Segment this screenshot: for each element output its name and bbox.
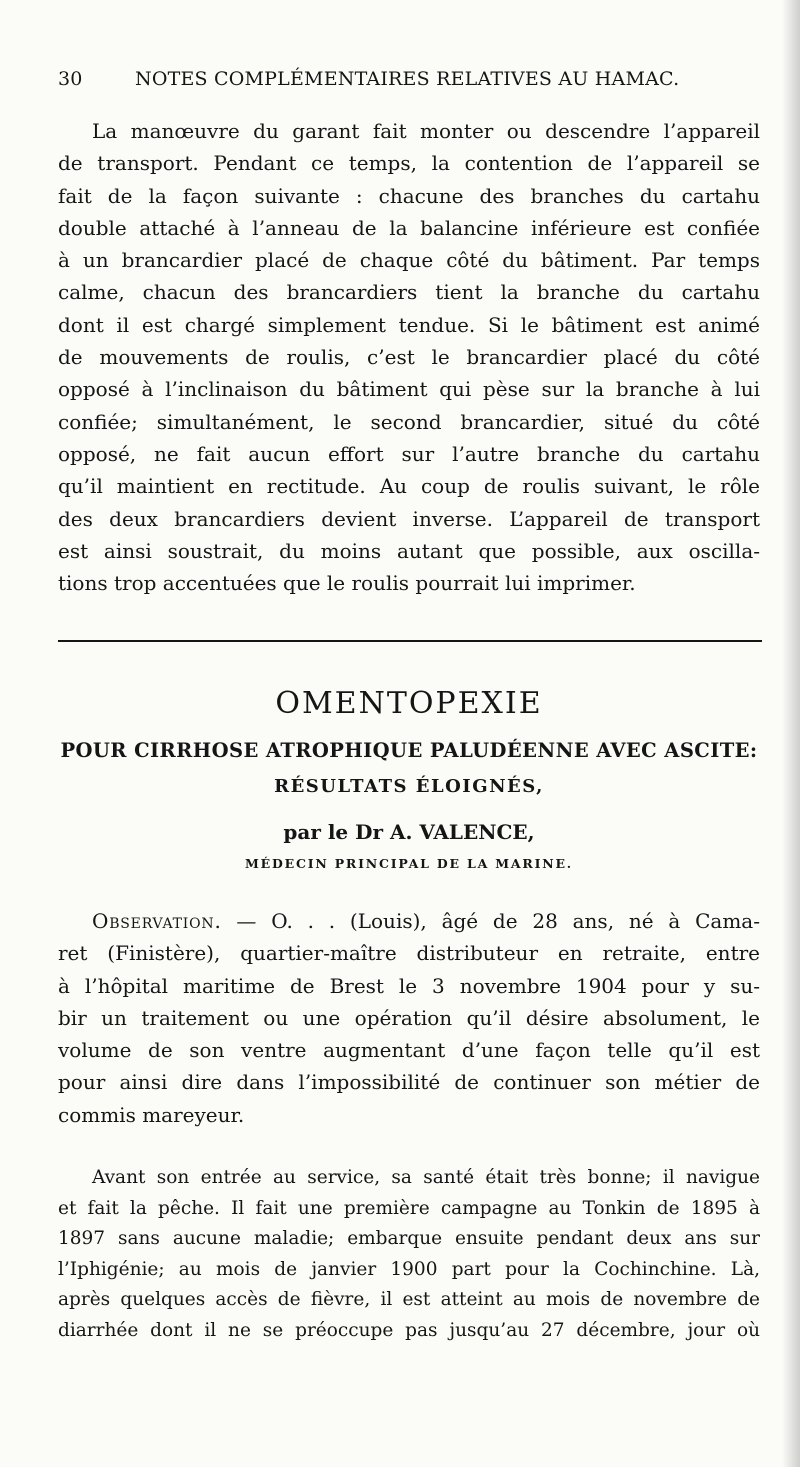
article-author: par le Dr A. VALENCE,: [283, 820, 535, 844]
text-line: 1897 sans aucune maladie; embarque ensuite pendant deux ans sur: [58, 1228, 760, 1250]
paragraph-antecedents: [58, 1163, 760, 1347]
text-line: est ainsi soustrait, du moins autant que possible, aux oscilla-: [58, 538, 760, 563]
section-divider-rule: [58, 640, 762, 642]
text-line: opposé à l’inclinaison du bâtiment qui pèse sur la branche à lui: [58, 377, 760, 402]
text-line: des deux brancardiers devient inverse. L’appareil de transport: [58, 506, 760, 531]
running-head: [58, 68, 758, 102]
text-line: confiée; simultanément, le second brancardier, situé du côté: [58, 409, 760, 434]
text-line: dont il est chargé simplement tendue. Si le bâtiment est animé: [58, 312, 760, 337]
page-number: 30: [58, 68, 83, 90]
article-subtitle-results: RÉSULTATS ÉLOIGNÉS,: [274, 776, 544, 797]
text-line: après quelques accès de fièvre, il est atteint au mois de novembre de: [58, 1289, 760, 1311]
text-line: bir un traitement ou une opération qu’il désire absolument, le: [58, 1005, 760, 1030]
text-line: diarrhée dont il ne se préoccupe pas jusqu’au 27 décembre, jour où: [58, 1319, 760, 1341]
text-line: fait de la façon suivante : chacune des branches du cartahu: [58, 183, 760, 208]
text-line: qu’il maintient en rectitude. Au coup de roulis suivant, le rôle: [58, 474, 760, 499]
text-line: de transport. Pendant ce temps, la contention de l’appareil se: [58, 151, 760, 176]
scan-edge-shadow: [782, 0, 800, 1467]
running-head-title: NOTES COMPLÉMENTAIRES RELATIVES AU HAMAC.: [135, 68, 680, 90]
text-line: à un brancardier placé de chaque côté du bâtiment. Par temps: [58, 248, 760, 273]
observation-line-text: — O. . . (Louis), âgé de 28 ans, né à Cama-: [221, 909, 760, 933]
text-line: La manœuvre du garant fait monter ou descendre l’appareil: [92, 119, 760, 143]
text-line: volume de son ventre augmentant d’une façon telle qu’il est: [58, 1038, 760, 1063]
paragraph-observation: [58, 905, 760, 1131]
text-line: à l’hôpital maritime de Brest le 3 novembre 1904 pour y su-: [58, 973, 760, 998]
text-line: [58, 905, 760, 937]
article-author-role: MÉDECIN PRINCIPAL DE LA MARINE.: [245, 856, 573, 871]
observation-label: Observation.: [92, 909, 222, 933]
text-line: commis mareyeur.: [58, 1102, 245, 1127]
paragraph-hamac-manoeuvre: [58, 115, 760, 599]
text-line: l’Iphigénie; au mois de janvier 1900 part pour la Cochinchine. Là,: [58, 1258, 760, 1280]
text-line: Avant son entrée au service, sa santé était très bonne; il navigue: [92, 1167, 760, 1188]
text-line: ret (Finistère), quartier-maître distributeur en retraite, entre: [58, 941, 760, 966]
article-title: OMENTOPEXIE: [275, 686, 543, 721]
text-line: pour ainsi dire dans l’impossibilité de continuer son métier de: [58, 1070, 760, 1095]
text-line: opposé, ne fait aucun effort sur l’autre branche du cartahu: [58, 441, 760, 466]
text-line: tions trop accentuées que le roulis pourrait lui imprimer.: [58, 571, 636, 596]
text-line: de mouvements de roulis, c’est le brancardier placé du côté: [58, 345, 760, 370]
text-line: et fait la pêche. Il fait une première campagne au Tonkin de 1895 à: [58, 1197, 760, 1219]
article-subtitle: POUR CIRRHOSE ATROPHIQUE PALUDÉENNE AVEC ASCITE:: [60, 739, 758, 762]
text-line: double attaché à l’anneau de la balancine inférieure est confiée: [58, 215, 760, 240]
text-line: calme, chacun des brancardiers tient la branche du cartahu: [58, 280, 760, 305]
